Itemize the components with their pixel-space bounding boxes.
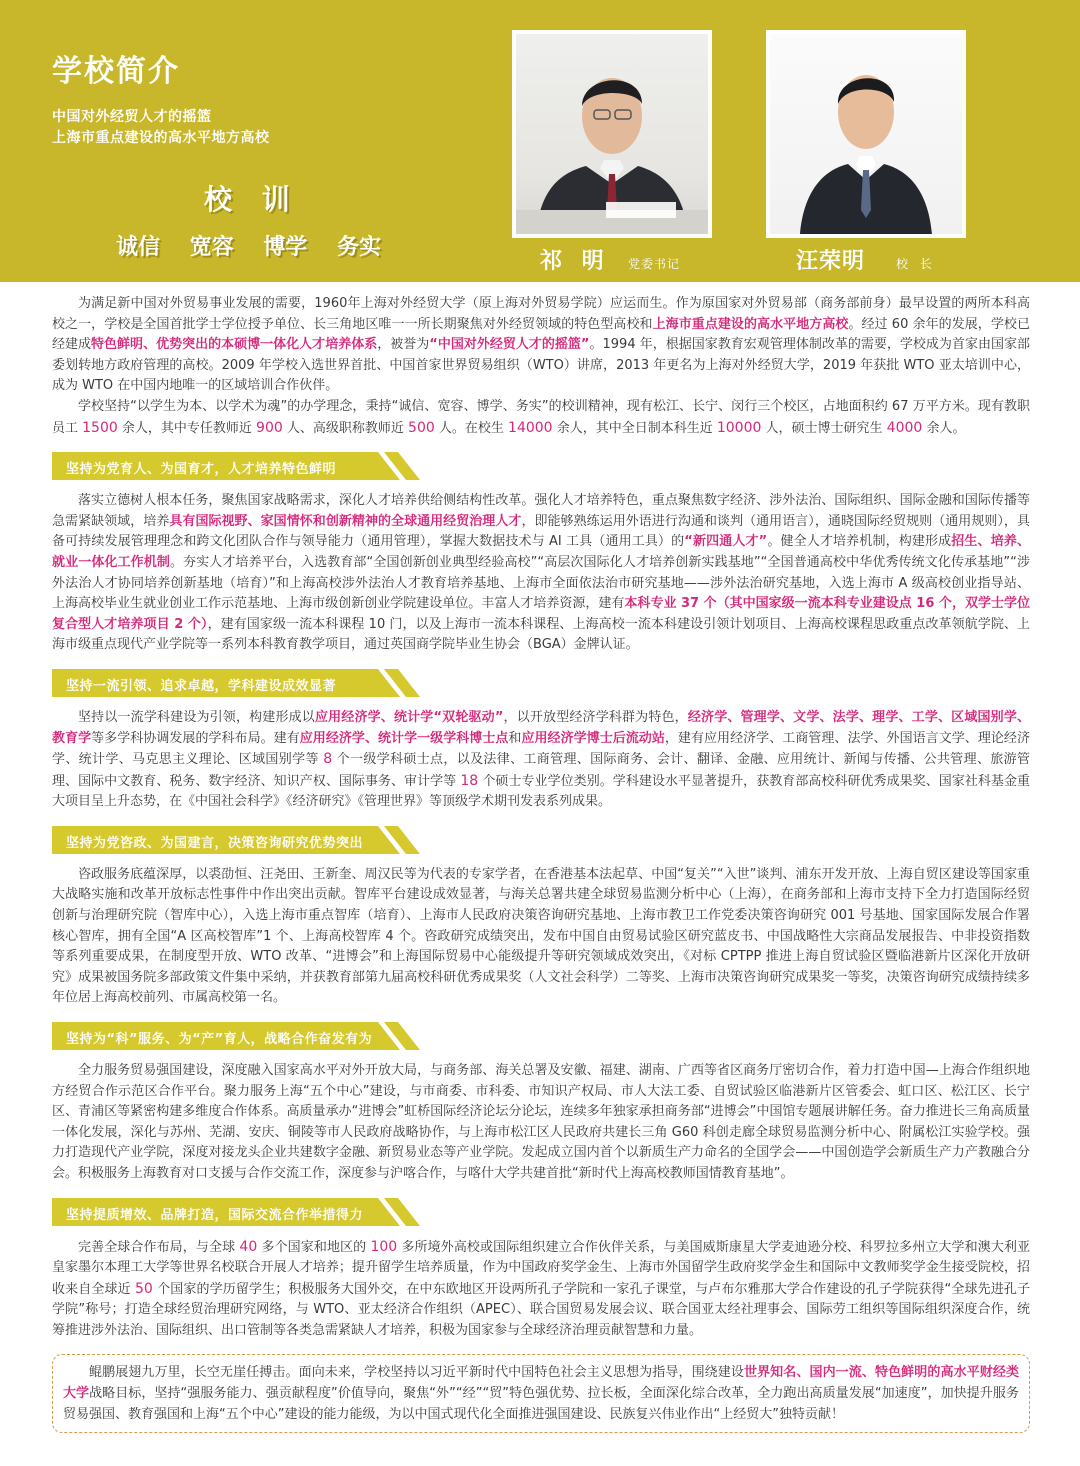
body-text: ，即能够熟练运用外语进行沟通和谈判（通用语言），通晓国际经贸规则（通用规则），具备可持续发展管理理念和跨文化团队合作与领导能力（通用管理），掌握大数据技术与 AI 工具（通用工具）的 [52,513,1030,550]
section-paragraph [52,1061,1030,1185]
body-text: 战略目标，坚持“强服务能力、强贡献程度”价值导向，聚焦“外”“经”“贸”特色强优势、拉长板，全面深化综合改革，全力跑出高质量发展“加速度”，加快提升服务贸易强国、教育强国和上海“五个中心”建设的能力能级，为以中国式现代化全面推进强国建设、民族复兴伟业作出“上经贸大”独特贡献！ [63,1385,1019,1422]
body-text: 。健全人才培养机制，构建形成 [767,534,952,550]
section-title: 坚持一流引领、追求卓越，学科建设成效显著 [66,678,337,694]
section-title: 坚持为党咨政、为国建言，决策咨询研究优势突出 [66,835,364,851]
section-banner [52,823,430,857]
highlight-number: 14000 [508,419,553,436]
highlight-text: 经济学、管理学、文学、法学、理学、工学、区域国别学、教育学 [52,709,1030,746]
subtitle-2: 上海市重点建设的高水平地方高校 [52,130,270,146]
page-title: 学校简介 [52,54,180,89]
highlight-number: 900 [256,419,283,436]
section [52,823,1030,1009]
highlight-text: “中国对外经贸人才的摇篮” [429,337,590,353]
person-silhouette-icon [770,34,962,234]
body-text: 余人，其中专任教师近 [117,420,257,436]
intro-paragraph [52,397,1030,439]
leader-name: 汪荣明 [796,249,866,274]
motto-title: 校 训 [204,183,300,216]
body-text: 等多学科协调发展的学科布局。建有 [91,730,300,746]
leader-role: 校 长 [896,257,936,271]
section-paragraph [52,491,1030,656]
highlight-number: 100 [370,1238,398,1255]
motto-word: 务实 [337,235,382,260]
section-banner [52,1019,430,1053]
body-text: 全力服务贸易强国建设，深度融入国家高水平对外开放大局，与商务部、海关总署及安徽、福建、湖南、广西等省区商务厅密切合作，着力打造中国—上海合作组织地方经贸合作示范区合作平台。聚力服务上海“五个中心”建设，与市商委、市科委、市知识产权局、市人大法工委、自贸试验区临港新片区管委会、虹口区、松江区、长宁区、青浦区等紧密构建多维度合作体系。高质量承办“进博会”虹桥国际经济论坛分论坛，连续多年独家承担商务部“进博会”中国馆专题展讲解任务。奋力推进长三角高质量一体化发展，深化与苏州、芜湖、安庆、铜陵等市人民政府战略协作，与上海市松江区人民政府共建长三角 G60 科创走廊全球贸易监测分析中心、附属松江实验学校。强力打造现代产业学院，深度对接龙头企业共建数字金融、新贸易业态等产业学院。发起成立国内首个以新质生产力命名的全国学会——中国创造学会新质生产力产教融合分会。积极服务上海教育对口支援与合作交流工作，深度参与沪喀合作，与喀什大学共建首批“新时代上海高校教师国情教育基地”。 [52,1063,1030,1181]
intro-paragraph [52,294,1030,397]
main-content [52,294,1030,1433]
portrait-party-secretary [512,30,712,238]
body-text: 人。在校生 [434,420,509,436]
highlight-text: 世界知名、国内一流、特色鲜明的高水平财经类大学 [63,1364,1019,1401]
motto-word: 诚信 [116,235,161,260]
body-text: 多个国家和地区的 [257,1239,371,1255]
portrait-photo [770,34,962,234]
body-text: 人、高级职称教师近 [282,420,409,436]
motto-word: 宽容 [189,235,234,260]
highlight-text: 应用经济学、统计学一级学科博士点 [299,730,509,746]
body-text: 鲲鹏展翅九万里，长空无崖任搏击。面向未来，学校坚持以习近平新时代中国特色社会主义思想为指导，围绕建设 [89,1364,744,1380]
highlight-number: 8 [323,751,333,768]
highlight-number: 10000 [716,419,762,436]
section [52,666,1030,813]
section [52,449,1030,656]
highlight-text: 特色鲜明、优势突出的本硕博一体化人才培养体系 [91,337,378,353]
body-text: ，建有应用经济学、工商管理、法学、外国语言文学、理论经济学、统计学、马克思主义理论、区域国别学等 [52,730,1030,768]
section-title: 坚持提质增效、品牌打造，国际交流合作举措得力 [66,1207,364,1223]
body-text: ，建有国家级一流本科课程 10 门，以及上海市一流本科课程、上海高校一流本科建设引领计划项目、上海高校课程思政重点改革领航学院、上海市级重点现代产业学院等一系列本科教育教学项目，通过英国商学院毕业生协会（BGA）金牌认证。 [52,616,1030,653]
portrait-photo [516,34,708,234]
body-text: 。经过 60 余年的发展，学校已经建成 [52,316,1030,353]
section-banner [52,1195,430,1229]
section [52,1195,1030,1342]
header-band [0,0,1080,282]
body-text: 咨政服务底蕴深厚，以裘劭恒、汪尧田、王新奎、周汉民等为代表的专家学者，在香港基本法起草、中国“复关”“入世”谈判、浦东开发开放、上海自贸区建设等国家重大战略实施和改革开放标志性事件中作出突出贡献。智库平台建设成效显著，与海关总署共建全球贸易监测分析中心（上海），在商务部和上海市支持下全力打造国际经贸创新与治理研究院（智库中心），入选上海市重点智库（培育）、上海市人民政府决策咨询研究基地、上海市教卫工作党委决策咨询研究 001 号基地、国家国际发展合作署核心智库，拥有全国“A 区高校智库”1 个、上海高校智库 4 个。咨政研究成绩突出，发布中国自由贸易试验区研究蓝皮书、中国战略性大宗商品发展报告、中非投资指数等系列重要成果，在制度型开放、WTO 改革、“进博会”和上海国际贸易中心能级提升等研究领域成效突出，《对标 CPTPP 推进上海自贸试验区暨临港新片区深化开放研究》成果被国务院多部政策文件集中采纳，并获教育部第九届高校科研优秀成果奖（人文社会科学）二等奖、上海市决策咨询研究成果奖一等奖，决策咨询研究成绩持续多年位居上海高校前列、市属高校第一名。 [52,866,1030,1006]
highlight-number: 18 [460,772,479,789]
body-text: 人，硕士博士研究生 [761,420,887,436]
highlight-text: 具有国际视野、家国情怀和创新精神的全球通用经贸治理人才 [169,513,522,529]
body-text: 。夯实人才培养平台，入选教育部“全国创新创业典型经验高校”“高层次国际化人才培养创新实践基地”“全国普通高校中华优秀传统文化传承基地”“涉外法治人才协同培养创新基地（培育）”和上海高校涉外法治人才教育培养基地、上海市全面依法治市研究基地——涉外法治研究基地，入选上海市 A 级高校创业指导站、上海高校毕业生就业创业工作示范基地、上海市级创新创业学院建设单位。丰富人才培养资源，建有 [52,554,1030,612]
highlight-text: 应用经济学、统计学“双轮驱动” [314,709,504,725]
body-text: 完善全球合作布局，与全球 [78,1239,240,1255]
person-silhouette-icon [516,34,708,234]
section-title: 坚持为党育人、为国育才，人才培养特色鲜明 [66,462,337,478]
leader-name: 祁 明 [540,249,610,274]
highlight-text: 上海市重点建设的高水平地方高校 [652,316,849,332]
body-text: 多所境外高校或国际组织建立合作伙伴关系，与美国威斯康星大学麦迪逊分校、科罗拉多州立大学和澳大利亚皇家墨尔本理工大学等世界名校联合开展人才培养；提升留学生培养质量，作为中国政府奖学金生、上海市外国留学生政府奖学金生和国际中文教师奖学金生接受院校，招收来自全球近 [52,1239,1031,1297]
body-text: 坚持以一流学科建设为引领，构建形成以 [78,709,315,725]
highlight-text: 本科专业 37 个（其中国家级一流本科专业建设点 16 个，双学士学位复合型人才培养项目 2 个） [52,596,1030,632]
portrait-president [766,30,966,238]
highlight-number: 1500 [82,419,118,436]
subtitle-1: 中国对外经贸人才的摇篮 [52,109,212,125]
body-text: 个国家的学历留学生；积极服务大国外交，在中东欧地区开设两所孔子学院和一家孔子课堂，与卢布尔雅那大学合作建设的孔子学院获得“全球先进孔子学院”称号；打造全球经贸治理研究网络，与 WTO、亚太经济合作组织（APEC）、联合国贸易发展会议、联合国亚太经社理事会、国际劳工组织等国际组织深度合作，统筹推进涉外法治、国际组织、出口管制等各类急需紧缺人才培养，积极为国家参与全球经济治理贡献智慧和力量。 [52,1281,1030,1338]
highlight-number: 40 [239,1238,258,1255]
body-text: 落实立德树人根本任务，聚焦国家战略需求，深化人才培养供给侧结构性改革。强化人才培养特色，重点聚焦数字经济、涉外法治、国际组织、国际金融和国际传播等急需紧缺领域，培养 [52,493,1030,529]
section-banner [52,449,430,483]
body-text: 个硕士专业学位类别。学科建设水平显著提升，获教育部高校科研优秀成果奖、国家社科基金重大项目呈上升态势，在《中国社会科学》《经济研究》《管理世界》等顶级学术期刊发表系列成果。 [52,773,1030,810]
section-paragraph [52,1237,1030,1342]
highlight-text: “新四通人才” [684,534,768,550]
section-banner [52,666,430,700]
highlight-number: 50 [135,1280,153,1297]
closing-paragraph [63,1362,1019,1425]
highlight-number: 4000 [886,419,923,436]
body-text: ，以开放型经济学科群为特色， [503,709,688,725]
section-paragraph [52,865,1030,1009]
highlight-text: 应用经济学博士后流动站 [521,730,665,746]
body-text: 。1994 年，根据国家教育宏观管理体制改革的需要，学校成为首家由国家部委划转地方政府管理的高校。2009 年学校入选世界首批、中国首家世界贸易组织（WTO）讲席，2013 年更名为上海对外经贸大学，2019 年获批 WTO 亚太培训中心，成为 WTO 在中国内地唯一的区域培训合作伙伴。 [52,337,1030,394]
motto-word: 博学 [263,235,308,260]
section [52,1019,1030,1185]
leader-role: 党委书记 [628,257,681,271]
closing-box [52,1354,1030,1433]
body-text: 和 [508,730,522,746]
body-text: 余人，其中全日制本科生近 [552,420,717,436]
section-title: 坚持为“科”服务、为“产”育人，战略合作奋发有为 [66,1032,373,1048]
body-text: ，被誉为 [377,337,430,353]
body-text: 为满足新中国对外贸易事业发展的需要，1960年上海对外经贸大学（原上海对外贸易学院）应运而生。作为原国家对外贸易部（商务部前身）最早设置的两所本科高校之一，学校是全国首批学士学位授予单位、长三角地区唯一一所长期聚焦对外经贸领域的特色型高校和 [52,296,1030,332]
section-paragraph [52,708,1030,813]
body-text: 余人。 [922,420,966,436]
motto-words [116,230,403,261]
highlight-text: 招生、培养、就业一体化工作机制 [52,534,1030,570]
highlight-number: 500 [408,419,435,436]
body-text: 学校坚持“以学生为本、以学术为魂”的办学理念，秉持“诚信、宽容、博学、务实”的校训精神，现有松江、长宁、闵行三个校区，占地面积约 67 万平方米。现有教职员工 [52,398,1030,436]
body-text: 个一级学科硕士点，以及法律、工商管理、国际商务、会计、翻译、金融、应用统计、新闻与传播、公共管理、旅游管理、国际中文教育、税务、数字经济、知识产权、国际事务、审计学等 [52,752,1030,789]
